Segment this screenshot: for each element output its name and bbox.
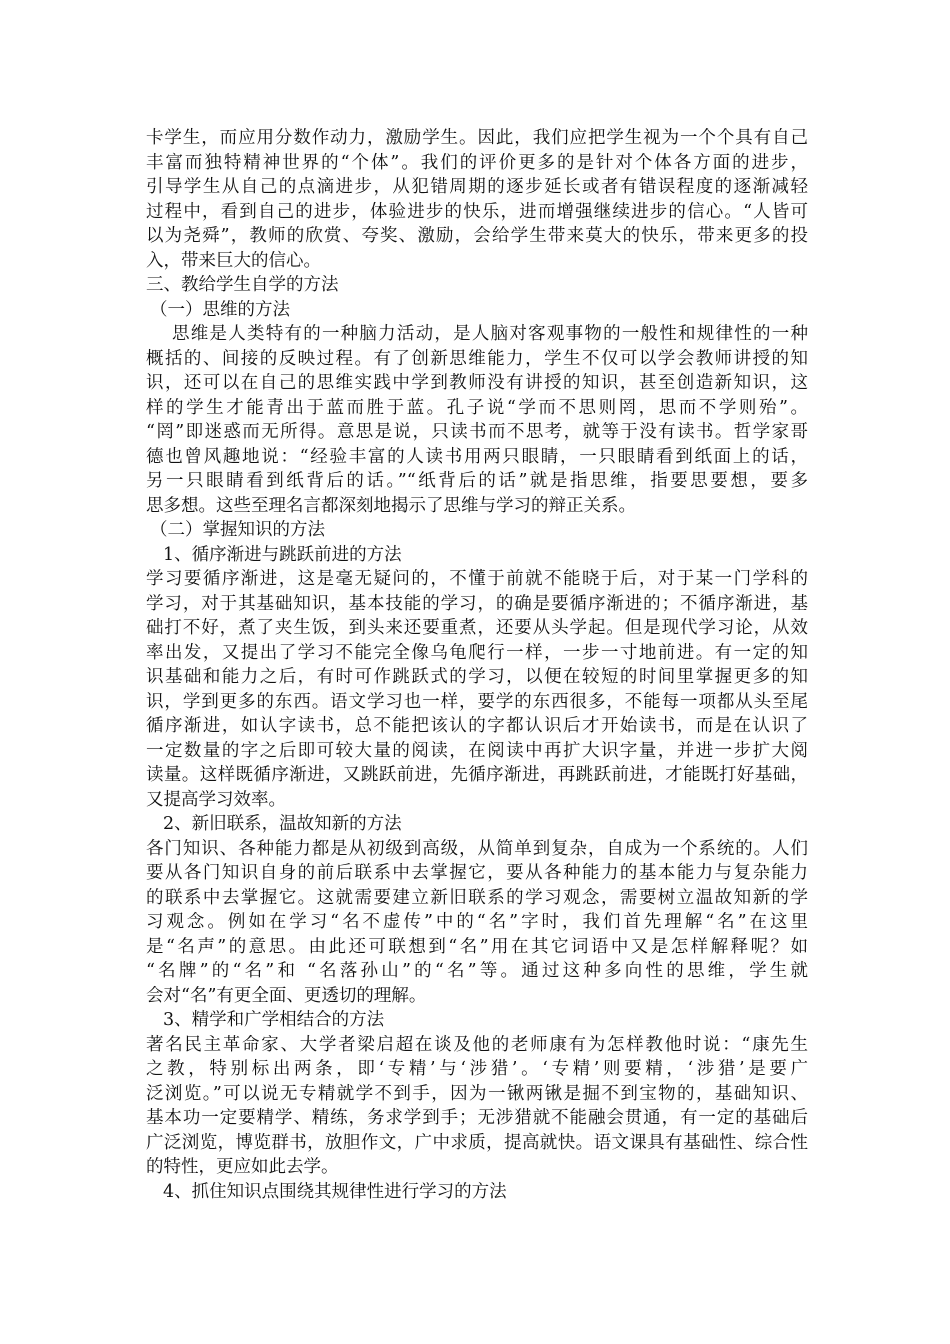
- text-line: “名牌”的“名”和 “名落孙山”的“名”等。通过这种多向性的思维，学生就: [146, 961, 808, 981]
- text-line: 又提高学习效率。: [146, 789, 286, 810]
- text-line: 各门知识、各种能力都是从初级到高级，从简单到复杂，自成为一个系统的。人们: [146, 838, 808, 859]
- text-line: 基本功一定要精学、精练，务求学到手；无涉猎就不能融会贯通，有一定的基础后: [146, 1108, 808, 1128]
- paragraph-thinking: [146, 322, 808, 518]
- text-line: 思多想。这些至理名言都深刻地揭示了思维与学习的辩正关系。: [146, 495, 636, 516]
- text-line: 学习要循序渐进，这是毫无疑问的，不懂于前就不能晓于后，对于某一门学科的: [146, 569, 808, 589]
- text-line: “罔”即迷惑而无所得。意思是说，只读书而不思考，就等于没有读书。哲学家哥: [146, 422, 808, 442]
- text-line: 另一只眼睛看到纸背后的话。”“纸背后的话”就是指思维，指要思要想，要多: [146, 471, 808, 491]
- text-line: 之教，特别标出两条，即‘专精’与‘涉猎’。‘专精’则要精，‘涉猎’是要广: [146, 1059, 808, 1079]
- text-line: 引导学生从自己的点滴进步，从犯错周期的逐步延长或者有错误程度的逐渐减轻: [146, 177, 808, 197]
- text-line: 以为尧舜”，教师的欣赏、夸奖、激励，会给学生带来莫大的快乐，带来更多的投: [146, 226, 808, 246]
- subsection-heading: （一）思维的方法: [150, 299, 290, 320]
- text-line: 础打不好，煮了夹生饭，到头来还要重煮，还要从头学起。但是现代学习论，从效: [146, 618, 808, 638]
- text-line: 思维是人类特有的一种脑力活动，是人脑对客观事物的一般性和规律性的一种: [172, 324, 808, 344]
- text-line: 识，学到更多的东西。语文学习也一样，要学的东西很多，不能每一项都从头至尾: [146, 691, 808, 712]
- paragraph-evaluation: [146, 126, 808, 273]
- text-line: 的联系中去掌握它。这就需要建立新旧联系的学习观念，需要树立温故知新的学: [146, 887, 808, 908]
- method-heading: 4、抓住知识点围绕其规律性进行学习的方法: [163, 1181, 507, 1202]
- text-line: 读量。这样既循序渐进，又跳跃前进，先循序渐进，再跳跃前进，才能既打好基础，: [146, 765, 808, 785]
- text-line: 学习，对于其基础知识，基本技能的学习，的确是要循序渐进的；不循序渐进，基: [146, 593, 808, 614]
- text-line: 是“名声”的意思。由此还可联想到“名”用在其它词语中又是怎样解释呢？如: [146, 936, 808, 957]
- text-line: 丰富而独特精神世界的“个体”。我们的评价更多的是针对个体各方面的进步，: [146, 152, 808, 173]
- text-line: 德也曾风趣地说：“经验丰富的人读书用两只眼睛，一只眼睛看到纸面上的话，: [146, 446, 808, 467]
- text-line: 泛浏览。”可以说无专精就学不到手，因为一锹两锹是掘不到宝物的，基础知识、: [146, 1083, 808, 1104]
- text-line: 过程中，看到自己的进步，体验进步的快乐，进而增强继续进步的信心。“人皆可: [146, 201, 808, 222]
- paragraph-depth-breadth: [146, 1033, 808, 1180]
- section-heading: 三、教给学生自学的方法: [146, 275, 339, 295]
- text-line: 率出发，又提出了学习不能完全像乌龟爬行一样，一步一寸地前进。有一定的知: [146, 642, 808, 663]
- method-heading: 2、新旧联系，温故知新的方法: [163, 814, 402, 834]
- text-line: 一定数量的字之后即可较大量的阅读，在阅读中再扩大识字量，并进一步扩大阅: [146, 740, 808, 761]
- paragraph-new-old: [146, 837, 808, 1009]
- text-line: 广泛浏览，博览群书，放胆作文，广中求质，提高就快。语文课具有基础性、综合性: [146, 1132, 808, 1153]
- method-heading: 3、精学和广学相结合的方法: [163, 1010, 385, 1030]
- paragraph-gradual: [146, 567, 808, 812]
- text-line: 入，带来巨大的信心。: [146, 250, 321, 271]
- text-line: 的特性，更应如此去学。: [146, 1157, 339, 1177]
- text-line: 卡学生，而应用分数作动力，激励学生。因此，我们应把学生视为一个个具有自己: [146, 128, 808, 148]
- text-line: 样的学生才能青出于蓝而胜于蓝。孔子说“学而不思则罔，思而不学则殆”。: [146, 397, 808, 418]
- text-line: 循序渐进，如认字读书，总不能把该认的字都认识后才开始读书，而是在认识了: [146, 716, 808, 736]
- text-line: 要从各门知识自身的前后联系中去掌握它，要从各种能力的基本能力与复杂能力: [146, 863, 808, 883]
- text-line: 习观念。例如在学习“名不虚传”中的“名”字时，我们首先理解“名”在这里: [146, 912, 808, 932]
- document-page: [146, 126, 808, 1204]
- text-line: 识基础和能力之后，有时可作跳跃式的学习，以便在较短的时间里掌握更多的知: [146, 667, 808, 687]
- text-line: 著名民主革命家、大学者梁启超在谈及他的老师康有为怎样教他时说：“康先生: [146, 1034, 808, 1055]
- method-heading: 1、循序渐进与跳跃前进的方法: [163, 544, 402, 565]
- subsection-heading: （二）掌握知识的方法: [150, 520, 325, 540]
- text-line: 识，还可以在自己的思维实践中学到教师没有讲授的知识，甚至创造新知识，这: [146, 373, 808, 393]
- text-line: 概括的、间接的反映过程。有了创新思维能力，学生不仅可以学会教师讲授的知: [146, 348, 808, 369]
- text-line: 会对“名”有更全面、更透切的理解。: [146, 985, 427, 1006]
